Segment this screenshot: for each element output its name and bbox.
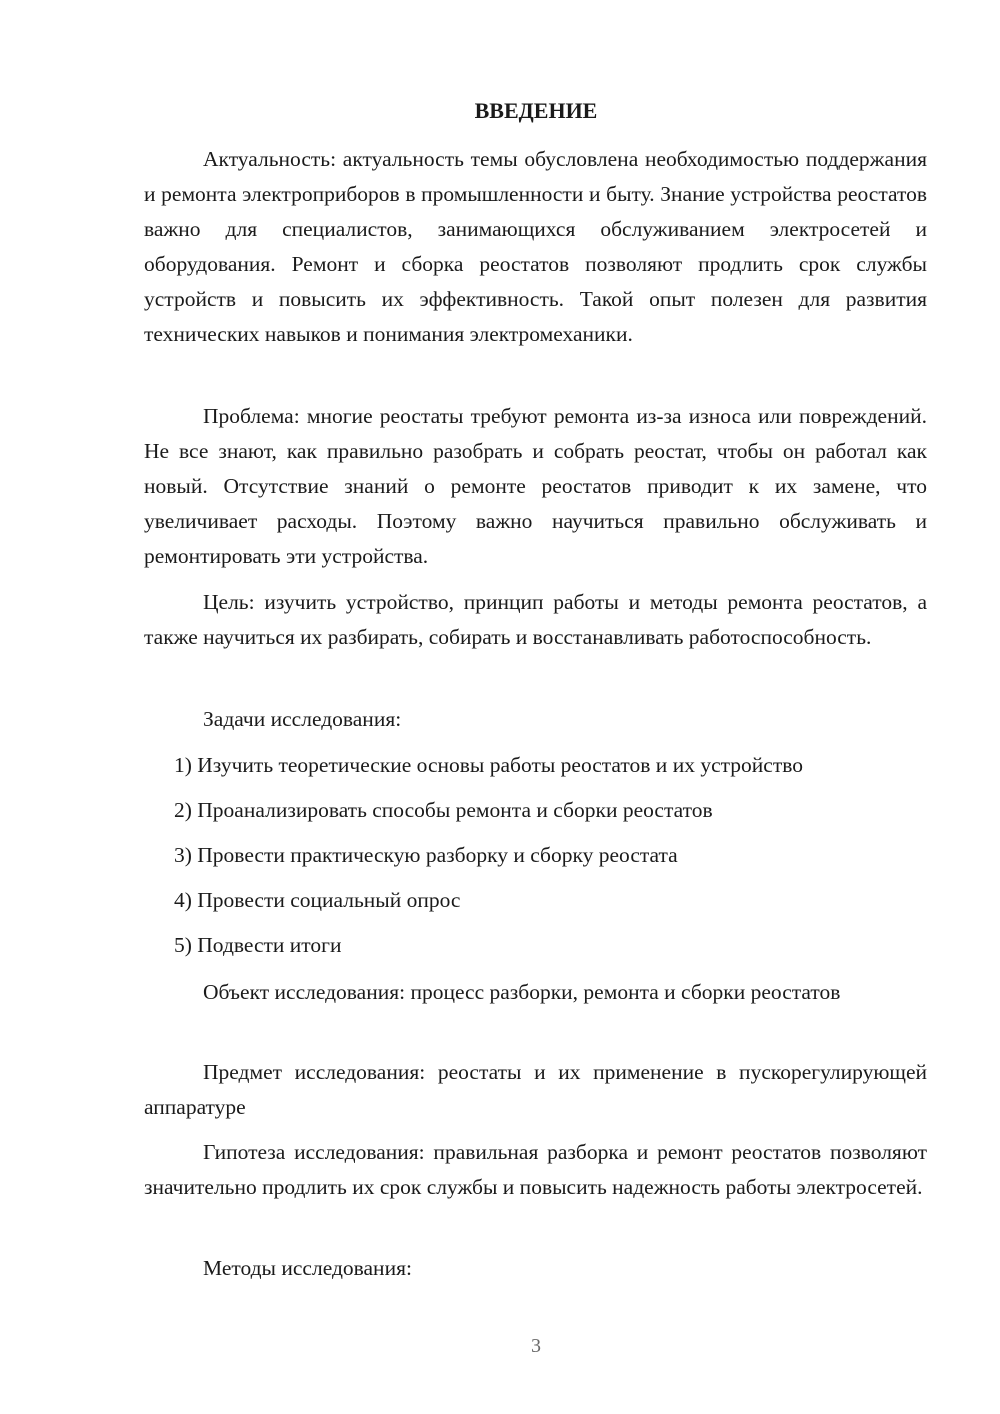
task-item-1: 1) Изучить теоретические основы работы реостатов и их устройство xyxy=(174,753,803,777)
object-paragraph: Объект исследования: процесс разборки, ремонта и сборки реостатов xyxy=(203,980,841,1004)
relevance-paragraph: Актуальность: актуальность темы обусловлена необходимостью поддержания и ремонта электроприборов в промышленности и быту. Знание устройства реостатов важно для специалистов, занимающихся обслуживанием электросетей и оборудования. Ремонт и сборка реостатов позволяют продлить срок службы устройств и повысить их эффективность. Такой опыт полезен для развития технических навыков и понимания электромеханики. xyxy=(144,147,927,346)
methods-heading: Методы исследования: xyxy=(203,1256,412,1280)
task-item-3: 3) Провести практическую разборку и сборку реостата xyxy=(174,843,678,867)
hypothesis-paragraph: Гипотеза исследования: правильная разборка и ремонт реостатов позволяют значительно продлить их срок службы и повысить надежность работы электросетей. xyxy=(144,1140,927,1199)
task-item-2: 2) Проанализировать способы ремонта и сборки реостатов xyxy=(174,798,713,822)
tasks-heading: Задачи исследования: xyxy=(203,707,402,731)
problem-paragraph: Проблема: многие реостаты требуют ремонта из-за износа или повреждений. Не все знают, как правильно разобрать и собрать реостат, чтобы он работал как новый. Отсутствие знаний о ремонте реостатов приводит к их замене, что увеличивает расходы. Поэтому важно научиться правильно обслуживать и ремонтировать эти устройства. xyxy=(144,404,927,568)
page-title: ВВЕДЕНИЕ xyxy=(474,98,598,123)
task-item-4: 4) Провести социальный опрос xyxy=(174,888,461,912)
page-number: 3 xyxy=(531,1335,541,1357)
task-item-5: 5) Подвести итоги xyxy=(174,933,342,957)
goal-paragraph: Цель: изучить устройство, принцип работы и методы ремонта реостатов, а также научиться их разбирать, собирать и восстанавливать работоспособность. xyxy=(144,590,927,649)
subject-paragraph: Предмет исследования: реостаты и их применение в пускорегулирующей аппаратуре xyxy=(144,1060,927,1119)
